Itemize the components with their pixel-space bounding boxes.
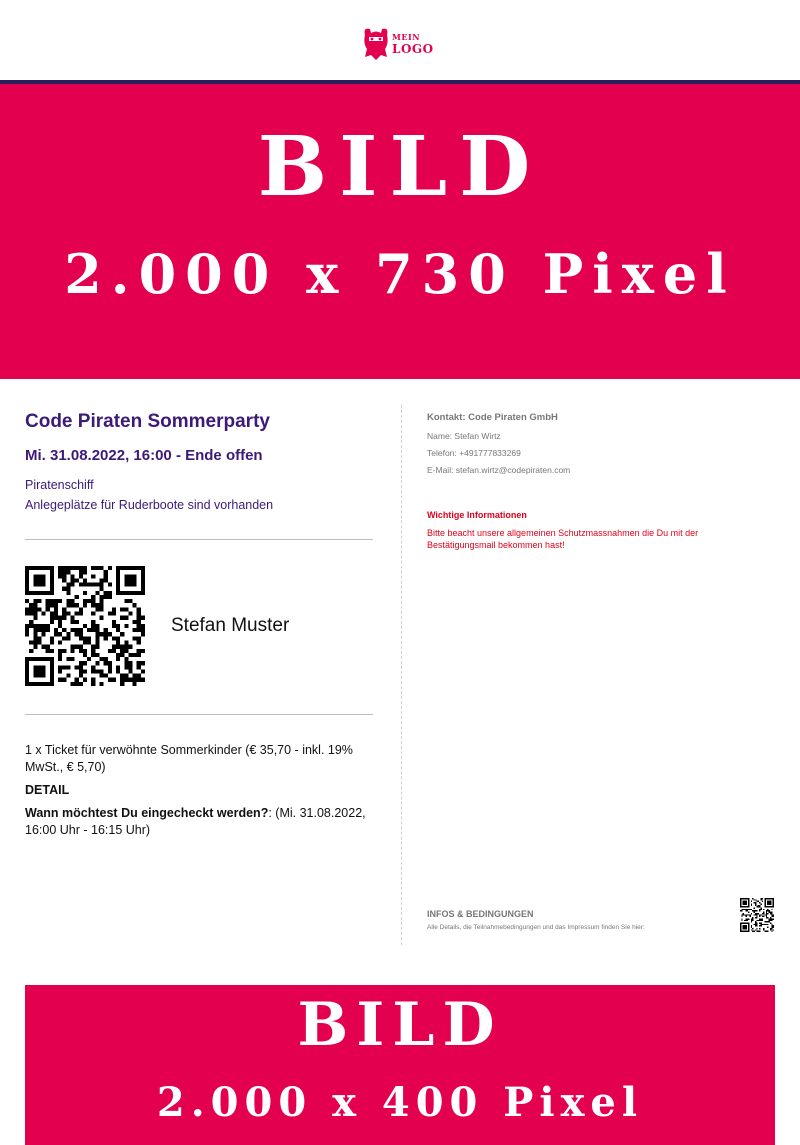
divider-bottom xyxy=(25,714,373,715)
event-location: Piratenschiff xyxy=(25,478,94,492)
infos-text: Alle Details, die Teilnahmebedingungen und das Impressum finden Sie hier: xyxy=(427,924,645,931)
logo-text-bottom: LOGO xyxy=(392,42,434,56)
event-note: Anlegeplätze für Ruderboote sind vorhanden xyxy=(25,498,274,512)
detail-answer: : (Mi. 31.08.2022, 16:00 Uhr - 16:15 Uhr) xyxy=(25,806,366,837)
logo xyxy=(361,22,441,64)
detail-question: Wann möchtest Du eingecheckt werden? xyxy=(25,806,269,820)
ticket-perforation xyxy=(401,405,402,945)
infos-qr-code xyxy=(740,898,774,932)
ticket-line-item: 1 x Ticket für verwöhnte Sommerkinder (€ 35,70 - inkl. 19% MwSt., € 5,70) xyxy=(25,743,353,774)
footer-title: BILD xyxy=(297,990,503,1060)
contact-name: Name: Stefan Wirtz xyxy=(427,431,501,441)
important-text: Bitte beacht unsere allgemeinen Schutzmassnahmen die Du mit der Bestätigungsmail bekommen hast! xyxy=(427,528,699,550)
hero-title: BILD xyxy=(257,119,543,215)
contact-heading: Kontakt: Code Piraten GmbH xyxy=(427,412,558,423)
contact-phone: Telefon: +491777833269 xyxy=(427,448,521,458)
event-title: Code Piraten Sommerparty xyxy=(25,411,270,432)
divider-top xyxy=(25,539,373,540)
pirate-logo-icon xyxy=(361,25,391,61)
infos-heading: INFOS & BEDINGUNGEN xyxy=(427,909,534,919)
footer-image-placeholder xyxy=(25,985,775,1145)
event-date: Mi. 31.08.2022, 16:00 - Ende offen xyxy=(25,447,263,464)
ticket-qr-code xyxy=(25,566,145,686)
logo-text-top: MEIN xyxy=(392,32,421,42)
footer-dimensions: 2.000 x 400 Pixel xyxy=(156,1079,644,1126)
hero-image-placeholder xyxy=(0,84,800,379)
contact-email: E-Mail: stefan.wirtz@codepiraten.com xyxy=(427,465,571,475)
hero-dimensions: 2.000 x 730 Pixel xyxy=(64,242,736,306)
detail-heading: DETAIL xyxy=(25,783,70,797)
detail-text xyxy=(25,805,375,839)
attendee-name: Stefan Muster xyxy=(171,615,290,636)
important-heading: Wichtige Informationen xyxy=(427,510,527,520)
